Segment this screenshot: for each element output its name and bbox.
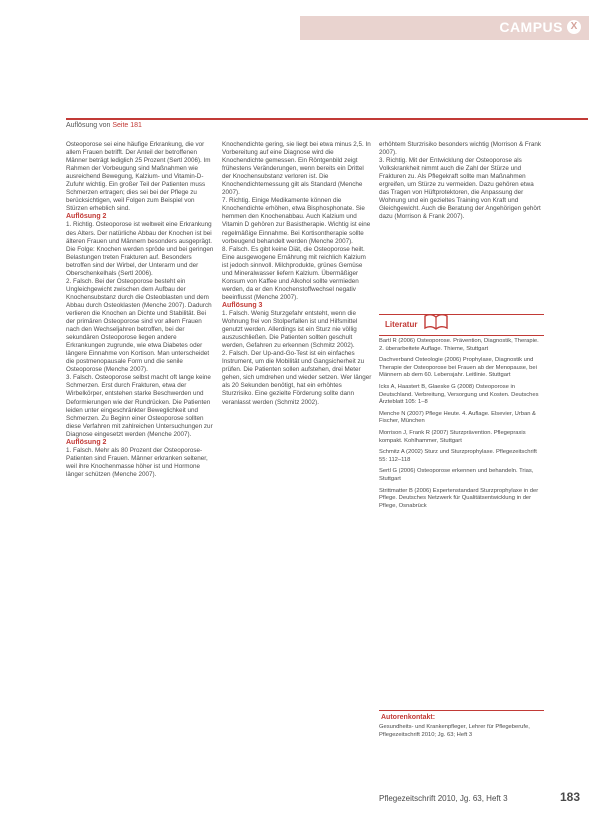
col1-item-4: 1. Falsch. Mehr als 80 Prozent der Osteoporose-Patienten sind Frauen. Männer erkranken seltener, weil ihre Knochenmasse höher ist und Hormone länger schützen (Menche 2007). xyxy=(66,446,208,478)
literature-entry: Morrison J, Frank R (2007) Sturzprävention. Pflegepraxis kompakt. Kohlhammer, Stuttgart xyxy=(379,429,526,444)
col1-item-1: 1. Richtig. Osteoporose ist weltweit eine Erkrankung des Alters. Der natürliche Abbau der Knochen ist bei älteren Frauen und Männern besonders ausgeprägt. Die Folge: Knochen werden spröde und bei geringen Belastungen treten Frakturen auf. Besonders betroffen sind der Wirbel, der Unterarm und der Oberschenkelhals (Sertl 2006). xyxy=(66,221,214,277)
literature-list xyxy=(379,338,544,514)
campus-x-icon: X xyxy=(567,20,581,34)
literature-title: Literatur xyxy=(385,320,418,329)
col1-paragraph: Osteoporose sei eine häufige Erkrankung, die vor allem Frauen betrifft. Der Anteil der betroffenen Männer beträgt lediglich 25 Prozent (Sertl 2006). Im Rahmen der Vorbeugung sind Maßnahmen wie ausreichend Bewegung, Kalzium- und Vitamin-D-Zufuhr wichtig. Ein großer Teil der Patienten muss Schmerzen ertragen; dies sei bei der Pflege zu berücksichtigen, weil Folgen zum Beispiel von Stürzen erheblich sind. xyxy=(66,141,211,213)
campus-label: CAMPUS xyxy=(499,19,563,35)
author-contact-text: Gesundheits- und Krankenpfleger, Lehrer für Pflegeberufe, Pflegezeitschrift 2010; Jg. 63; Heft 3 xyxy=(379,724,530,738)
text-column-1 xyxy=(66,141,214,479)
col2-paragraph: Knochendichte gering, sie liegt bei etwa minus 2,5. In Vorbereitung auf eine Diagnose wird die Knochendichte gemessen. Ein Röntgenbild zeigt frühestens Veränderungen, wenn bereits ein Drittel der Knochensubstanz verloren ist. Die Knochendichtemessung gilt als Standard (Menche 2007). xyxy=(222,141,371,197)
resolution-prefix: Auflösung xyxy=(66,122,98,129)
open-book-icon xyxy=(423,311,449,331)
col2-item-7: 7. Richtig. Einige Medikamente können die Knochendichte erhöhen, etwa Bisphosphonate. Sie hemmen den Knochenabbau. Auch Kalzium und Vitamin D gehören zur Basistherapie. Wichtig ist eine regelmäßige Einnahme. Bei Kortisontherapie sollte vorbeugend behandelt werden (Menche 2007). xyxy=(222,197,371,245)
contact-top-rule xyxy=(379,710,544,711)
author-contact-title: Autorenkontakt: xyxy=(381,714,436,721)
literature-header xyxy=(379,316,544,334)
page-number: 183 xyxy=(560,790,581,804)
literature-top-rule xyxy=(379,314,544,315)
journal-footer: Pflegezeitschrift 2010, Jg. 63, Heft 3 xyxy=(379,794,508,803)
top-divider xyxy=(66,118,588,120)
resolution-header xyxy=(66,122,142,129)
col2-item-2: 2. Falsch. Der Up-and-Go-Test ist ein einfaches Instrument, um die Mobilität und Gangsicherheit zu prüfen. Die Patienten sollen aufstehen, drei Meter gehen, sich umdrehen und wieder setzen. Wer länger als 20 Sekunden benötigt, hat ein erhöhtes Sturzrisiko. Eine gezielte Förderung sollte dann veranlasst werden (Schmitz 2002). xyxy=(222,350,372,406)
col1-heading-1: Auflösung 2 xyxy=(66,213,107,221)
col1-heading-2: Auflösung 2 xyxy=(66,438,107,446)
literature-entry: Icks A, Haastert B, Glaeske G (2008) Osteoporose in Deutschland. Verbreitung, Versorgung und Kosten. Deutsches Ärzteblatt 105: 1–8 xyxy=(379,383,539,406)
literature-entry: Strittmatter B (2006) Expertenstandard Sturzprophylaxe in der Pflege. Deutsches Netzwerk für Qualitätsentwicklung in der Pflege, Osnabrück xyxy=(379,487,539,509)
literature-entry: Menche N (2007) Pflege Heute. 4. Auflage. Elsevier, Urban & Fischer, München xyxy=(379,410,536,425)
literature-entry: Sertl G (2006) Osteoporose erkennen und behandeln. Trias, Stuttgart xyxy=(379,468,534,482)
text-column-2 xyxy=(222,141,372,407)
resolution-page-link[interactable]: Seite 181 xyxy=(112,122,142,129)
col2-heading-3: Auflösung 3 xyxy=(222,301,263,309)
col1-item-3: 3. Falsch. Osteoporose selbst macht oft lange keine Schmerzen. Erst durch Frakturen, etwa der Wirbelkörper, entstehen starke Beschwerden und Deformierungen wie der Rundrücken. Die Patienten leiden unter eingeschränkter Beweglichkeit und Schmerzen. Zu Beginn einer Osteoporose sollten diese Verfahren mit zahlreichen Untersuchungen zur Diagnose eingesetzt werden (Menche 2007). xyxy=(66,374,213,438)
col2-item-1: 1. Falsch. Wenig Sturzgefahr entsteht, wenn die Wohnung frei von Stolperfallen ist und Hilfsmittel genutzt werden. Allerdings ist ein Sturz nie völlig auszuschließen. Die Patienten sollten geschult werden, Gefahren zu erkennen (Schmitz 2002). xyxy=(222,309,358,350)
col2-item-8: 8. Falsch. Es gibt keine Diät, die Osteoporose heilt. Eine ausgewogene Ernährung mit reichlich Kalzium ist jedoch sinnvoll. Milchprodukte, grünes Gemüse und Mineralwasser liefern Kalzium. Übermäßiger Konsum von Kaffee und Alkohol sollte vermieden werden, da er den Knochenstoffwechsel negativ beeinflusst (Menche 2007). xyxy=(222,245,366,301)
literature-entry: Dachverband Osteologie (2006) Prophylaxe, Diagnostik und Therapie der Osteoporose bei Frauen ab der Menopause, bei Männern ab dem 60. Lebensjahr. Leitlinie. Stuttgart xyxy=(379,357,537,379)
resolution-mid: von xyxy=(97,122,113,129)
col3-item-3: 3. Richtig. Mit der Entwicklung der Osteoporose als Volkskrankheit nimmt auch die Zahl der Stürze und Frakturen zu. Als Pflegekraft sollte man Maßnahmen ergreifen, um Stürze zu vermeiden. Dazu gehören etwa das Tragen von Hüftprotektoren, die Anpassung der Wohnung und ein gezieltes Training von Kraft und Gleichgewicht. Auch die Beratung der Angehörigen gehört dazu (Morrison & Frank 2007). xyxy=(379,157,541,221)
literature-header-rule xyxy=(379,335,544,336)
col3-paragraph: erhöhtem Sturzrisiko besonders wichtig (Morrison & Frank 2007). xyxy=(379,141,542,157)
literature-entry: Bartl R (2006) Osteoporose. Prävention, Diagnostik, Therapie. 2. überarbeitete Auflage. Thieme, Stuttgart xyxy=(379,338,539,352)
literature-entry: Schmitz A (2002) Sturz und Sturzprophylaxe. Pflegezeitschrift 55: 112–118 xyxy=(379,449,537,463)
text-column-3 xyxy=(379,141,544,221)
col1-item-2: 2. Falsch. Bei der Osteoporose besteht ein Ungleichgewicht zwischen dem Aufbau der Knochensubstanz durch die Osteoblasten und dem Abbau durch Osteoklasten (Menche 2007). Dadurch verlieren die Knochen an Dichte und Stabilität. Bei der primären Osteoporose sind vor allem Frauen nach den Wechseljahren betroffen, bei der sekundären Osteoporose liegen andere Erkrankungen zugrunde, wie etwa Diabetes oder längere Einnahme von Kortison. Man unterscheidet die postmenopausale Form und die senile Osteoporose (Menche 2007). xyxy=(66,277,212,374)
